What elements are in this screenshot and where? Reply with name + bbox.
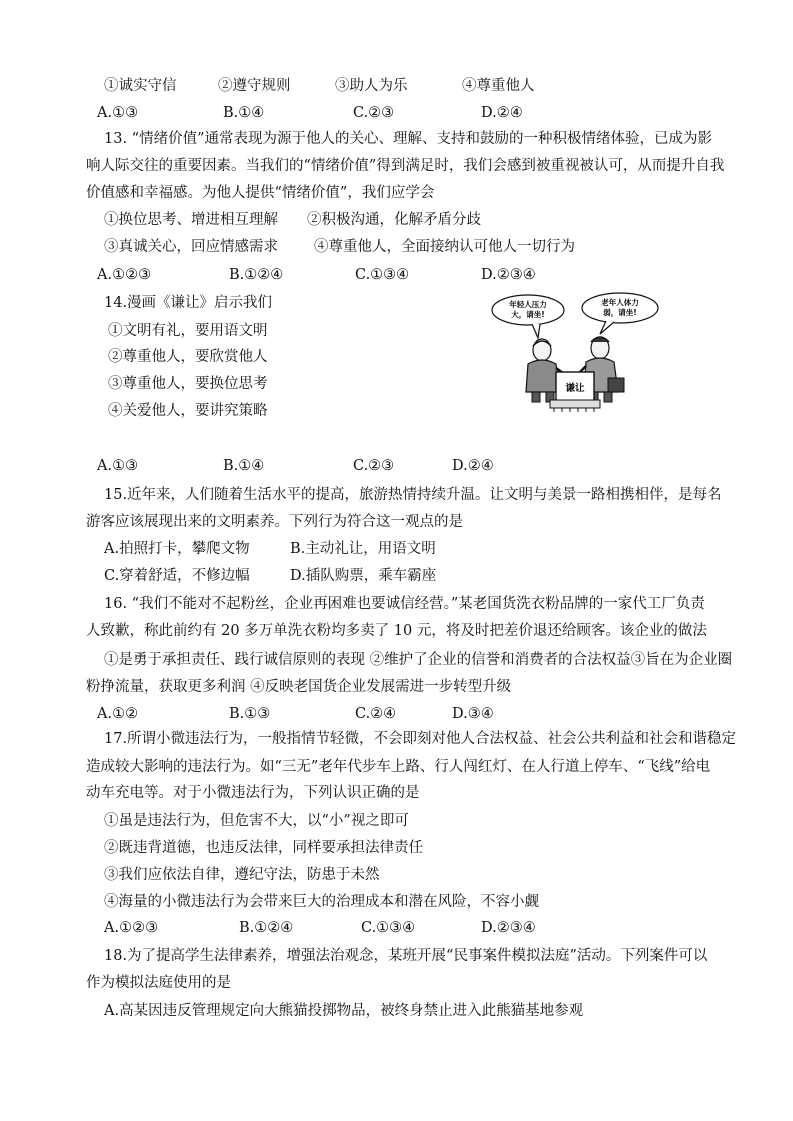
q17-item-2: ②既违背道德，也违反法律，同样要承担法律责任 [104, 840, 423, 856]
q17-item-3: ③我们应依法自律，遵纪守法，防患于未然 [104, 867, 380, 883]
briefcase-icon [608, 378, 624, 392]
q16-stem-line-1: 16. “我们不能对不起粉丝，企业再困难也要诚信经营。”某老国货洗衣粉品牌的一家代工厂负责 [104, 596, 705, 612]
q17-option-a: A.①②③ [104, 920, 159, 936]
q16-option-c: C.②④ [355, 706, 397, 722]
q15-option-c: C.穿着舒适，不修边幅 [104, 568, 250, 584]
q13-stem-line-3: 价值感和幸福感。为他人提供“情绪价值”，我们应学会 [86, 185, 435, 201]
q15-stem-line-1: 15.近年来，人们随着生活水平的提高，旅游热情持续升温。让文明与美景一路相携相伴，是每名 [104, 487, 722, 503]
bubble-tail-right [600, 321, 614, 334]
q14-item-1: ①文明有礼，要用语文明 [108, 323, 268, 339]
q12-option-d: D.②④ [481, 105, 523, 121]
q14-option-b: B.①④ [223, 458, 265, 474]
bubble-tail-left [532, 324, 540, 338]
q12-option-a: A.①③ [97, 105, 139, 121]
q13-option-b: B.①②④ [229, 267, 284, 283]
q12-item-4: ④尊重他人 [462, 78, 535, 94]
q17-stem-line-1: 17.所谓小微违法行为，一般指情节轻微，不会即刻对他人合法权益、社会公共利益和社会和谐稳定 [104, 731, 737, 747]
q18-stem-line-1: 18.为了提高学生法律素养，增强法治观念，某班开展“民事案件模拟法庭”活动。下列案件可以 [104, 948, 708, 964]
q15-option-b: B.主动礼让，用语文明 [290, 541, 436, 557]
q14-stem: 14.漫画《谦让》启示我们 [104, 295, 273, 311]
q13-item-2: ②积极沟通，化解矛盾分歧 [307, 212, 481, 228]
q14-item-3: ③尊重他人，要换位思考 [108, 376, 268, 392]
bubble-right-line-2: 弱，请坐! [603, 308, 637, 317]
q13-item-1: ①换位思考、增进相互理解 [104, 212, 278, 228]
bubble-left-line-1: 年轻人压力 [509, 300, 547, 309]
q13-option-c: C.①③④ [355, 267, 410, 283]
q15-stem-line-2: 游客应该展现出来的文明素养。下列行为符合这一观点的是 [86, 514, 463, 530]
seat [550, 372, 600, 412]
q16-stem-line-2: 人致歉，称此前约有 20 多万单洗衣粉均多卖了 10 元，将及时把差价退还给顾客。该企业的做法 [86, 623, 707, 639]
q15-option-a: A.拍照打卡，攀爬文物 [104, 541, 250, 557]
q17-option-b: B.①②④ [239, 920, 294, 936]
bubble-right-line-1: 老年人体力 [601, 298, 639, 307]
q13-stem-line-1: 13. “情绪价值”通常表现为源于他人的关心、理解、支持和鼓励的一种积极情绪体验，已成为影 [104, 131, 712, 147]
q17-option-d: D.②③④ [481, 920, 536, 936]
q16-option-d: D.③④ [452, 706, 494, 722]
q14-option-a: A.①③ [97, 458, 139, 474]
q13-item-4: ④尊重他人，全面接纳认可他人一切行为 [314, 239, 575, 255]
q16-items-line-1: ①是勇于承担责任、践行诚信原则的表现 ②维护了企业的信誉和消费者的合法权益③旨在为企业圈 [104, 652, 733, 668]
q17-item-1: ①虽是违法行为，但危害不大，以“小”视之即可 [104, 813, 409, 829]
q12-item-2: ②遵守规则 [218, 78, 291, 94]
q14-item-4: ④关爱他人，要讲究策略 [108, 403, 268, 419]
cartoon-modesty [488, 292, 664, 412]
q12-item-3: ③助人为乐 [335, 78, 408, 94]
q16-option-a: A.①② [97, 706, 139, 722]
seat-sign: 谦让 [565, 383, 585, 394]
q12-item-1: ①诚实守信 [104, 78, 177, 94]
q16-option-b: B.①③ [229, 706, 271, 722]
q14-item-2: ②尊重他人，要欣赏他人 [108, 349, 268, 365]
q18-stem-line-2: 作为模拟法庭使用的是 [86, 975, 231, 991]
q13-option-d: D.②③④ [481, 267, 536, 283]
q12-option-b: B.①④ [223, 105, 265, 121]
q14-option-d: D.②④ [452, 458, 494, 474]
q15-option-d: D.插队购票，乘车霸座 [290, 568, 437, 584]
q17-option-c: C.①③④ [361, 920, 416, 936]
q16-items-line-2: 粉挣流量，获取更多利润 ④反映老国货企业发展需进一步转型升级 [86, 679, 512, 695]
q17-stem-line-3: 动车充电等。对于小微违法行为，下列认识正确的是 [86, 785, 420, 801]
q13-item-3: ③真诚关心，回应情感需求 [104, 239, 278, 255]
q17-item-4: ④海量的小微违法行为会带来巨大的治理成本和潜在风险，不容小觑 [104, 894, 539, 910]
q12-option-c: C.②③ [353, 105, 395, 121]
q13-stem-line-2: 响人际交往的重要因素。当我们的“情绪价值”得到满足时，我们会感到被重视被认可，从而提升自我 [86, 158, 725, 174]
q17-stem-line-2: 造成较大影响的违法行为。如“三无”老年代步车上路、行人闯红灯、在人行道上停车、“飞线”给电 [86, 759, 711, 775]
q18-option-a: A.高某因违反管理规定向大熊猫投掷物品，被终身禁止进入此熊猫基地参观 [104, 1003, 584, 1019]
q14-option-c: C.②③ [353, 458, 395, 474]
bubble-left-line-2: 大，请坐! [511, 310, 545, 319]
q13-option-a: A.①②③ [97, 267, 152, 283]
